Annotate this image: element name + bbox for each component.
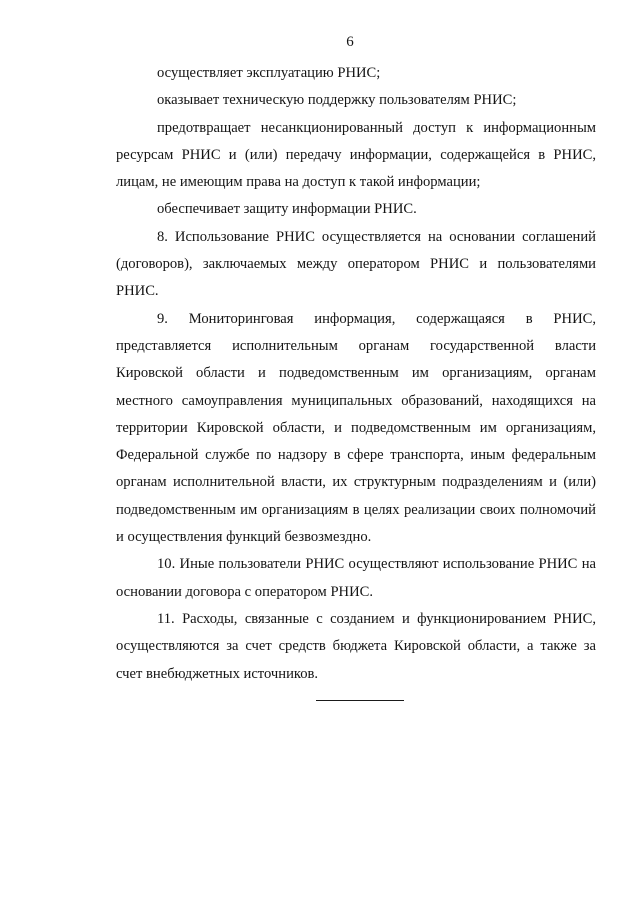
paragraph-item-11: 11. Расходы, связанные с созданием и функционированием РНИС, осуществляются за счет средств бюджета Кировской области, а также за счет внебюджетных источников. xyxy=(116,610,596,682)
paragraph-item-8: 8. Использование РНИС осуществляется на основании соглашений (договоров), заключаемых между оператором РНИС и пользователями РНИС. xyxy=(116,228,596,300)
paragraph-prevent-access: предотвращает несанкционированный доступ к информационным ресурсам РНИС и (или) передачу информации, содержащейся в РНИС, лицам, не имеющим права на доступ к такой информации; xyxy=(116,119,596,191)
document-body xyxy=(116,60,596,688)
end-of-document-rule xyxy=(316,700,404,701)
paragraph-operate-rnis: осуществляет эксплуатацию РНИС; xyxy=(157,65,381,81)
paragraph-item-9: 9. Мониторинговая информация, содержащаяся в РНИС, представляется исполнительным органам государственной власти Кировской области и подведомственным им организациям, органам местного самоуправления муниципальных образований, находящихся на территории Кировской области, и подведомственным им организациям, Федеральной службе по надзору в сфере транспорта, иным федеральным органам исполнительной власти, их структурным подразделениям и (или) подведомственным им организациям в целях реализации своих полномочий и осуществления функций безвозмездно. xyxy=(116,310,596,546)
paragraph-tech-support: оказывает техническую поддержку пользователям РНИС; xyxy=(157,92,517,109)
paragraph-protect-info: обеспечивает защиту информации РНИС. xyxy=(157,201,417,218)
page-number: 6 xyxy=(346,34,354,50)
paragraph-item-10: 10. Иные пользователи РНИС осуществляют использование РНИС на основании договора с оператором РНИС. xyxy=(116,556,596,600)
